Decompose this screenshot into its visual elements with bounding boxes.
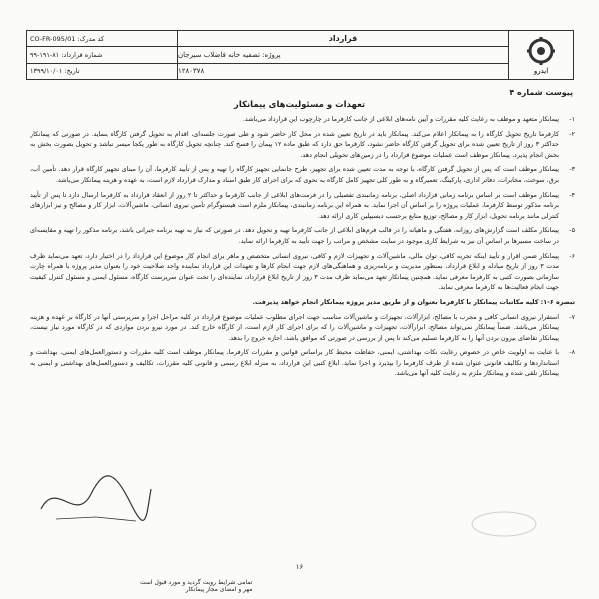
company-logo (508, 31, 573, 79)
document-code: کد مدرک: CO-FR-095/01 (27, 31, 177, 47)
clause-number: ۵- (569, 226, 575, 235)
contract-date: تاریخ: ۱۳۹۹/۱۰/۰۱ (30, 67, 80, 76)
clause-item (30, 190, 575, 222)
clause-text: کارفرما تاریخ تحویل کارگاه را به پیمانکار اعلام می‌کند. پیمانکار باید در تاریخ تعیین شده در محل کار حاضر شود و طی صورت جلسه‌ای، اقدام به تحویل گرفتن کارگاه بنماید. در صورتی که پیمانکار حداکثر ۳ روز از تاریخ تعیین شده برای تحویل گرفتن کارگاه حاضر نشود، کارفرما حق دارد که طبق ماده ۱۲ پیمان را فسخ کند. چنانچه تحویل کارگاه به طور یکجا میسر نباشد و تحویل بصورت بخش به بخش انجام پذیرد، پیمانکار موظف است عملیات موضوع قرارداد را در زمین‌های تحویلی انجام دهد. (30, 129, 559, 159)
clause-number: ۱- (569, 115, 575, 123)
page-number: ۱۶ (295, 563, 304, 571)
signature-scribble-icon (36, 469, 156, 529)
clause-text: با عنایت به اولویت خاص در خصوص رعایت نکات بهداشتی، ایمنی، حفاظت محیط کار براساس قوانین و مقررات کارفرما، پیمانکار موظف است کلیه مقررات و دستورالعمل‌های ایمنی، بهداشت و استانداردها و تکالیف قانونی عنوان شده از طرف کارفرما را بپذیرد و اجرا نماید. ابلاغ کتبی این قرارداد، به منزله ابلاغ رسمی و قانونی کلیه مقررات، تکالیف و دستورالعمل‌های بهداشتی و ایمنی به پیمانکار تلقی شده و پیمانکار ملزم به رعایت کلیه آنها می‌باشد. (30, 348, 559, 378)
logo-text: ایدرو (533, 67, 549, 75)
clause-item (30, 129, 575, 161)
clause-item (30, 164, 575, 185)
header-main (178, 31, 508, 79)
clause-number: ۷- (569, 312, 575, 321)
clause-text: پیمانکار ضمن اقرار و تأیید اینکه تجربه کافی، توان مالی، ماشین‌آلات و تجهیزات لازم و کافی، نیروی انسانی متخصص و ماهر برای انجام کار موضوع این قرارداد را در اختیار دارد، تعهد می‌نماید ظرف مدت ۳ روز از تاریخ مبادله و ابلاغ قرارداد، بمنظور مدیریت و برنامه‌ریزی و هماهنگی‌های لازم جهت انجام کارها و تعهدات این قرارداد نماینده واجد صلاحیت خود را بعنوان مدیر پروژه با همراه چارت سازمانی بصورت کتبی به کارفرما معرفی نماید. همچنین پیمانکار تعهد می‌نماید ظرف مدت ۳ روز از تاریخ ابلاغ قرارداد، نماینده‌ای را تحت عنوان سرپرست کارگاه، مسئول ایمنی و مسئول کنترل کیفیت جهت انجام فعالیت‌ها به کارفرما معرفی نماید. (30, 251, 560, 292)
gear-logo-icon (517, 35, 565, 75)
contract-header (26, 30, 574, 80)
clause-text: پیمانکار مکلف است گزارش‌های روزانه، هفتگی و ماهیانه را در قالب فرم‌های ابلاغی از جانب کارفرما تهیه و تحویل دهد. در صورتی که نیاز به تهیه برنامه جبرانی باشد، برنامه مذکور را تهیه و مقایسه‌ای در ساخت مسیرها بر اساس آن نیز به شرایط کاری موجود در سایت مشخص و مراتب را جهت تأیید به کارفرما ارائه نماید. (30, 226, 559, 245)
section-title: تعهدات و مسئولیت‌های پیمانکار (233, 100, 366, 110)
stamp-icon (469, 509, 539, 539)
clause-item (30, 312, 575, 344)
annex-label: پیوست شماره ۴ (509, 88, 573, 97)
clause-number: ۳- (569, 165, 575, 174)
clause-text: پیمانکار موظف است که پس از تحویل گرفتن کارگاه، با توجه به مدت تعیین شده برای تجهیز، طرح جانمایی تجهیز کارگاه را تهیه و پس از تأیید کارفرما، آن را مبنای تجهیز کارگاه قرار دهد. تأمین آب، برق، سوخت، مخابرات، دفاتر اداری، پارکینگ، تعمیرگاه و به طور کلی تجهیز کامل کارگاه به نحوی که برای اجرای کار طبق اسناد و مدارک قرارداد لازم است، به عهده و هزینه پیمانکار می‌باشد. (30, 165, 559, 184)
clause-number: ۲- (569, 129, 575, 138)
clause-number: ۶- (569, 251, 575, 260)
clause-text: پیمانکار متعهد و موظف به رعایت کلیه مقررات و آیین نامه‌های ابلاغی از جانب کارفرما در چارچوب این قرارداد می‌باشد. (242, 115, 559, 123)
header-number: ۱۲۸۰۳۷۸ (178, 67, 205, 76)
signature-note: تمامی شرایط رویت گردید و مورد قبول است مهر و امضای مجاز پیمانکار (140, 579, 253, 593)
clause-number: ۸- (569, 348, 575, 357)
clause-item (30, 114, 575, 125)
contract-number: شماره قرارداد: ۸۱-۱۹۱-۹۹ (27, 47, 177, 63)
clause-text: پیمانکار موظف است بر اساس برنامه زمانی قرارداد اصلی، برنامه زمانبندی تفصیلی را در فرمت‌های ابلاغی از جانب کارفرما و حداکثر تا ۲ روز از انعقاد قرارداد به کارفرما ارسال دارد تا پس از تأیید برنامه مذکور توسط کارفرما، عملیات پروژه را بر اساس آن اجرا نماید. به همراه این برنامه زمانبندی، پیمانکار ملزم است هیستوگرام تأمین نیروی انسانی، ماشین‌آلات، ابزار کار و مصالح و نیز ابزارهای کنترلی مانند برنامه تحویل، ابزار کار و مصالح، توزیع منابع برحسب دیسیپلین کاری ارائه دهد. (30, 190, 559, 220)
clause-number: ۴- (569, 190, 575, 199)
clause-item (30, 347, 575, 379)
header-meta (27, 31, 178, 79)
header-title: قرارداد (178, 31, 508, 47)
note-text: تبصره ۶-۱: کلیه مکاتبات پیمانکار با کارفرما بعنوان و از طریق مدیر پروژه پیمانکار انجام خواهد پذیرفت. (252, 297, 575, 306)
clause-text: استقرار نیروی انسانی کافی و مجرب با مصالح، ابزارآلات، تجهیزات و ماشین‌آلات مناسب جهت اجرای مطلوب عملیات موضوع قرارداد در کلیه مراحل اجرا و سرپرستی آنها در کارگاه بر عهده و هزینه پیمانکار می‌باشد. ضمناً پیمانکار نمی‌تواند مصالح، ابزارآلات، تجهیزات و ماشین‌آلات را که برای اجرای کار لازم است، از کارگاه خارج کند. در مورد نیرو بردن مواردی که در کارگاه مورد نیاز نیست، پیمانکار تقاضای بیرون بردن آنها را به کارفرما تسلیم می‌کند تا پس از بررسی در صورتی که موافق باشد، اجازه خروج را بدهد. (30, 312, 559, 342)
project-name: پروژه: تصفیه خانه فاضلاب سیرجان (178, 47, 508, 63)
clause-item (30, 251, 575, 293)
clause-item (30, 225, 575, 246)
